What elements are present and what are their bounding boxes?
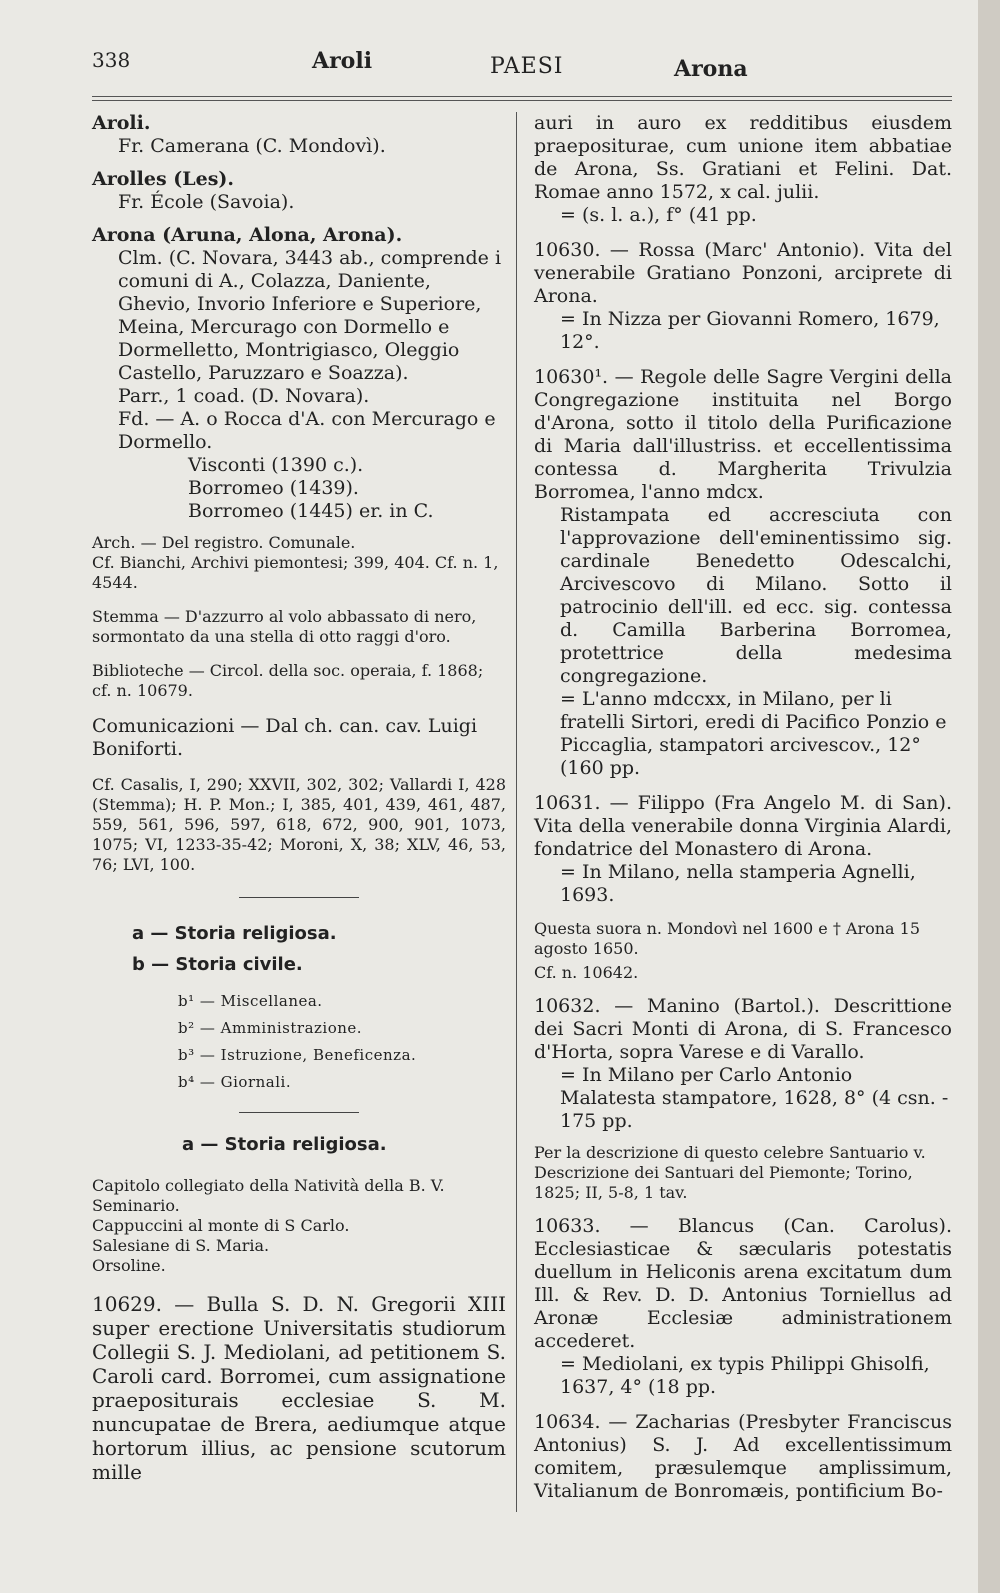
bibliographic-entry: 10630. — Rossa (Marc' Antonio). Vita del venerabile Gratiano Ponzoni, arciprete di Arona. bbox=[534, 239, 952, 307]
entry-aroli bbox=[92, 112, 506, 158]
bibliographic-entry: 10634. — Zacharias (Presbyter Franciscus Antonius) S. J. Ad excellentissimum comitem, præsulemque amplissimum, Vitalianum de Bonromæis, pontificium Bo- bbox=[534, 1411, 952, 1502]
subsection-heading: b¹ — Miscellanea. bbox=[178, 992, 323, 1010]
section-heading: a — Storia religiosa. bbox=[182, 1134, 387, 1155]
bibliographic-entry: 10632. — Manino (Bartol.). Descrittione dei Sacri Monti di Arona, di S. Francesco d'Horta, sopra Varese e di Varallo. bbox=[534, 995, 952, 1063]
entry-footnote: Per la descrizione di questo celebre Santuario v. Descrizione dei Santuari del Piemonte; Torino, 1825; II, 5-8, 1 tav. bbox=[534, 1143, 926, 1202]
subsection-heading: b⁴ — Giornali. bbox=[178, 1073, 292, 1091]
institutions-list bbox=[92, 1176, 506, 1276]
place-fd: Borromeo (1445) er. in C. bbox=[188, 500, 434, 522]
place-parr: Parr., 1 coad. (D. Novara). bbox=[118, 385, 370, 407]
running-header bbox=[92, 38, 942, 90]
entry-imprint: = (s. l. a.), f° (41 pp. bbox=[560, 204, 757, 226]
subsection-heading: b² — Amministrazione. bbox=[178, 1019, 363, 1037]
section-rule bbox=[239, 897, 359, 898]
place-name: Arona (Aruna, Alona, Arona). bbox=[92, 224, 403, 246]
arch-line: Arch. — Del registro. Comunale. bbox=[92, 533, 356, 552]
bibliographic-entry: 10629. — Bulla S. D. N. Gregorii XIII super erectione Universitatis studiorum Collegii S. J. Mediolani, ad petitionem S. Caroli card. Borromei, cum assignatione praepositurais ecclesiae S. M. nuncupatae de Brera, aediumque atque hortorum illius, ac pensione scutorum mille bbox=[92, 1292, 506, 1484]
place-fd: Fd. — A. o Rocca d'A. con Mercurago e Dormello. bbox=[118, 408, 496, 453]
column-divider bbox=[516, 112, 517, 1512]
header-section: PAESI bbox=[490, 54, 564, 79]
place-clm: Clm. (C. Novara, 3443 ab., comprende i comuni di A., Colazza, Daniente, Ghevio, Invorio Inferiore e Superiore, Meina, Mercurago con Dormello e Dormelletto, Montrigiasco, Oleggio Castello, Paruzzaro e Soazza). bbox=[118, 247, 502, 384]
stemma-line: Stemma — D'azzurro al volo abbassato di nero, sormontato da una stella di otto raggi d'oro. bbox=[92, 607, 477, 646]
entry-imprint: = In Nizza per Giovanni Romero, 1679, 12°. bbox=[560, 308, 940, 353]
place-fd: Visconti (1390 c.). bbox=[188, 454, 364, 476]
bibliographic-entry: 10631. — Filippo (Fra Angelo M. di San). Vita della venerabile donna Virginia Alardi, fondatrice del Monastero di Arona. bbox=[534, 792, 952, 860]
institution: Capitolo collegiato della Natività della B. V. bbox=[92, 1176, 445, 1195]
place-name: Aroli. bbox=[92, 112, 151, 134]
institution: Salesiane di S. Maria. bbox=[92, 1236, 270, 1255]
institution: Seminario. bbox=[92, 1196, 180, 1215]
header-rule-2 bbox=[92, 100, 952, 101]
institution: Orsoline. bbox=[92, 1256, 166, 1275]
page-edge bbox=[978, 0, 1000, 1593]
place-fd: Borromeo (1439). bbox=[188, 477, 359, 499]
entry-continuation: auri in auro ex redditibus eiusdem praepositurae, cum unione item abbatiae de Arona, Ss. Gratiani et Felini. Dat. Romae anno 1572, x cal. julii. bbox=[534, 112, 952, 203]
institution: Cappuccini al monte di S Carlo. bbox=[92, 1216, 350, 1235]
cf-line: Cf. Bianchi, Archivi piemontesi; 399, 404. Cf. n. 1, 4544. bbox=[92, 553, 499, 592]
biblioteche-line: Biblioteche — Circol. della soc. operaia, f. 1868; cf. n. 10679. bbox=[92, 661, 484, 700]
right-column bbox=[534, 112, 952, 1503]
bibliographic-entry: 10630¹. — Regole delle Sagre Vergini della Congregazione instituita nel Borgo d'Arona, sotto il titolo della Purificazione di Maria dall'illustriss. et eccellentissima contessa d. Margherita Trivulzia Borromea, l'anno mdcx. bbox=[534, 366, 952, 503]
entry-arona bbox=[92, 224, 506, 523]
entry-imprint: = L'anno mdccxx, in Milano, per li fratelli Sirtori, eredi di Pacifico Ponzio e Piccaglia, stampatori arcivescov., 12° (160 pp. bbox=[560, 688, 947, 779]
entry-footnote: Cf. n. 10642. bbox=[534, 963, 639, 982]
entry-imprint: = Mediolani, ex typis Philippi Ghisolfi, 1637, 4° (18 pp. bbox=[560, 1353, 930, 1398]
entry-imprint: = In Milano, nella stamperia Agnelli, 1693. bbox=[560, 861, 916, 906]
comunicazioni-line: Comunicazioni — Dal ch. can. cav. Luigi Boniforti. bbox=[92, 715, 478, 760]
header-right-word: Arona bbox=[674, 56, 748, 82]
section-heading: b — Storia civile. bbox=[132, 954, 303, 975]
header-left-word: Aroli bbox=[312, 48, 373, 74]
entry-footnote: Questa suora n. Mondovì nel 1600 e † Arona 15 agosto 1650. bbox=[534, 919, 921, 958]
bibliographic-entry: 10633. — Blancus (Can. Carolus). Ecclesiasticae & sæcularis potestatis duellum in Heliconis arena excitatum dum Ill. & Rev. D. D. Antonius Torniellus ad Aronæ Ecclesiæ administrationem accederet. bbox=[534, 1215, 952, 1352]
cf-references: Cf. Casalis, I, 290; XXVII, 302, 302; Vallardi I, 428 (Stemma); H. P. Mon.; I, 385, 401, 439, 461, 487, 559, 561, 596, 597, 618, 672, 900, 901, 1073, 1075; VI, 1233-35-42; Moroni, X, 38; XLV, 46, 53, 76; LVI, 100. bbox=[92, 775, 506, 874]
subsection-heading: b³ — Istruzione, Beneficenza. bbox=[178, 1046, 417, 1064]
place-name: Arolles (Les). bbox=[92, 168, 234, 190]
place-info: Fr. Camerana (C. Mondovì). bbox=[118, 135, 386, 157]
entry-imprint: = In Milano per Carlo Antonio Malatesta stampatore, 1628, 8° (4 csn. - 175 pp. bbox=[560, 1064, 949, 1132]
place-info: Fr. École (Savoia). bbox=[118, 191, 295, 213]
left-column bbox=[92, 112, 506, 1496]
header-rule bbox=[92, 96, 952, 97]
entry-note: Ristampata ed accresciuta con l'approvazione dell'eminentissimo sig. cardinale Benedetto Odescalchi, Arcivescovo di Milano. Sotto il patrocinio dell'ill. ed ecc. sig. contessa d. Camilla Barberina Borromea, protettrice della medesima congregazione. bbox=[560, 504, 952, 687]
section-rule bbox=[239, 1112, 359, 1113]
entry-arolles bbox=[92, 168, 506, 214]
page-number: 338 bbox=[92, 48, 131, 72]
section-heading: a — Storia religiosa. bbox=[132, 923, 337, 944]
